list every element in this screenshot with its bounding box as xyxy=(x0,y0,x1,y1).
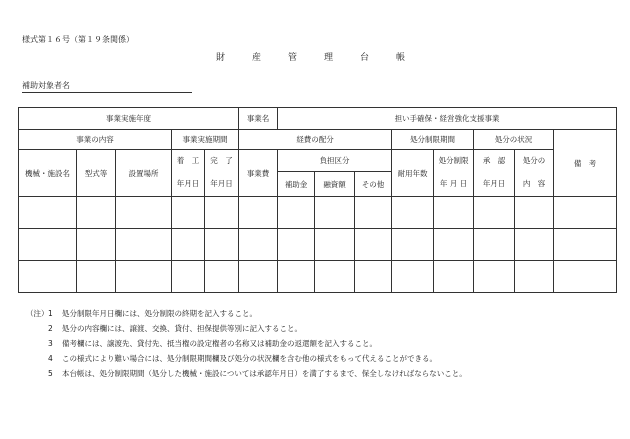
note-number: 5 xyxy=(48,369,53,378)
group-period: 事業実施期間 xyxy=(172,130,239,150)
notes-prefix: （注） xyxy=(26,309,49,318)
group-funding: 経費の配分 xyxy=(239,130,392,150)
disposal-content-suffix: 内 容 xyxy=(515,172,554,197)
remarks-header: 備 考 xyxy=(554,130,617,197)
note-text: 処分制限年月日欄には、処分制限の終期を記入すること。 xyxy=(62,309,257,318)
note-item xyxy=(26,366,467,381)
note-number: 3 xyxy=(48,339,53,348)
col-facility: 機械・施設名 xyxy=(19,150,77,197)
note-item xyxy=(26,336,467,351)
group-limit-period: 処分制限期間 xyxy=(392,130,474,150)
form-number: 様式第１６号（第１９条関係） xyxy=(22,35,134,44)
col-limit-date: 処分制限 xyxy=(434,150,474,172)
limit-ymd: 年 月 日 xyxy=(434,172,474,197)
table-row xyxy=(19,261,617,293)
header-row-1 xyxy=(19,108,617,130)
property-ledger-table xyxy=(18,107,617,293)
col-location: 設置場所 xyxy=(116,150,172,197)
table-row xyxy=(19,197,617,229)
col-approval: 承 認 xyxy=(474,150,515,172)
col-burden: 負担区分 xyxy=(278,150,392,172)
note-item xyxy=(26,321,467,336)
col-loan: 融資額 xyxy=(315,172,355,197)
header-row-3 xyxy=(19,150,617,172)
col-end: 完 了 xyxy=(205,150,239,172)
col-other: その他 xyxy=(355,172,392,197)
note-number: 4 xyxy=(48,354,53,363)
approval-ymd: 年月日 xyxy=(474,172,515,197)
group-content: 事業の内容 xyxy=(19,130,172,150)
note-number: 1 xyxy=(48,309,53,318)
subject-label: 補助対象者名 xyxy=(22,80,192,93)
page-title: 財 産 管 理 台 帳 xyxy=(215,53,414,63)
col-cost: 事業費 xyxy=(239,150,278,197)
col-model: 型式等 xyxy=(77,150,116,197)
col-start: 着 工 xyxy=(172,150,205,172)
end-ymd: 年月日 xyxy=(205,172,239,197)
header-row-2 xyxy=(19,130,617,150)
notes-section xyxy=(26,306,467,381)
col-subsidy: 補助金 xyxy=(278,172,315,197)
note-text: この様式により難い場合には、処分制限期間欄及び処分の状況欄を含む他の様式をもって代えることができる。 xyxy=(62,354,437,363)
col-disposal-content: 処分の xyxy=(515,150,554,172)
project-name-value: 担い手確保・経営強化支援事業 xyxy=(278,108,617,130)
group-disposal: 処分の状況 xyxy=(474,130,554,150)
note-item xyxy=(26,306,467,321)
note-number: 2 xyxy=(48,324,53,333)
col-durable-years: 耐用年数 xyxy=(392,150,434,197)
note-text: 処分の内容欄には、譲渡、交換、貸付、担保提供等別に記入すること。 xyxy=(62,324,302,333)
table-row xyxy=(19,229,617,261)
note-item xyxy=(26,351,467,366)
year-label: 事業実施年度 xyxy=(19,108,239,130)
note-text: 備考欄には、譲渡先、貸付先、抵当権の設定権者の名称又は補助金の返還額を記入すること。 xyxy=(62,339,377,348)
start-ymd: 年月日 xyxy=(172,172,205,197)
note-text: 本台帳は、処分制限期間（処分した機械・施設については承認年月日）を満了するまで、保全しなければならないこと。 xyxy=(62,369,467,378)
project-name-label: 事業名 xyxy=(239,108,278,130)
